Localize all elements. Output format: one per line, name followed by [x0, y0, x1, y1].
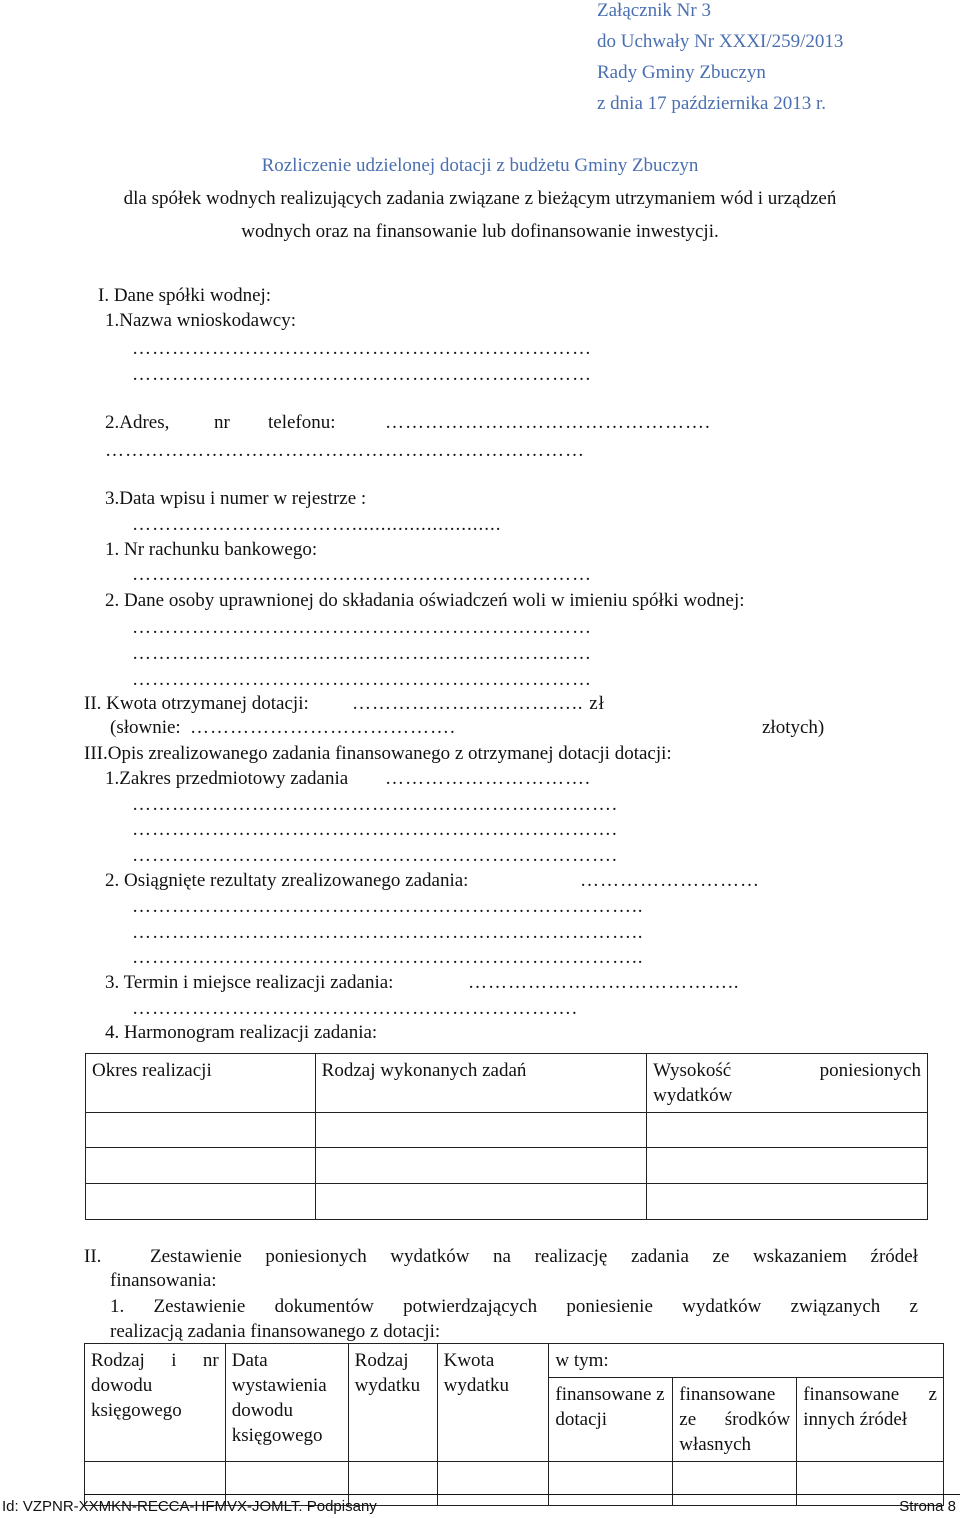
header-expense-type: Rodzaj wydatku	[348, 1344, 437, 1462]
table-row	[85, 1344, 944, 1378]
representative-dots-1: ……………………………………………………………	[132, 617, 592, 638]
cell-period-empty[interactable]	[86, 1113, 316, 1148]
amount-in-words-dots: ………………………………….	[190, 717, 456, 738]
term-place-dots-1: …………………………………..	[468, 972, 740, 993]
cell-expense-empty[interactable]	[647, 1184, 928, 1220]
annex-line-3: Rady Gminy Zbuczyn	[597, 62, 766, 83]
document-subtitle-2: wodnych oraz na finansowanie lub dofinansowanie inwestycji.	[241, 221, 719, 242]
header-document-type: Rodzaj i nr dowodu księgowego	[85, 1344, 226, 1462]
cell-empty[interactable]	[549, 1462, 673, 1506]
header-expenses-word-2: poniesionych	[819, 1060, 921, 1081]
results-label: 2. Osiągnięte rezultaty zrealizowanego zadania:	[105, 870, 469, 891]
cell-task-empty[interactable]	[315, 1148, 647, 1184]
address-label-1: 2.Adres,	[105, 412, 170, 433]
document-title: Rozliczenie udzielonej dotacji z budżetu Gminy Zbuczyn	[261, 155, 699, 176]
cell-task-empty[interactable]	[315, 1184, 647, 1220]
address-label-3: telefonu:	[268, 412, 336, 433]
task-scope-dots-2: ……………………………………………………………….	[132, 794, 618, 815]
cell-period-empty[interactable]	[86, 1184, 316, 1220]
task-scope-dots-1: ………………………….	[385, 768, 591, 789]
results-dots-3: …………………………………………………………………..	[132, 922, 644, 943]
task-scope-dots-4: ……………………………………………………………….	[132, 845, 618, 866]
applicant-name-dots-2: ……………………………………………………………	[132, 364, 592, 385]
documents-table	[84, 1343, 944, 1506]
table-row	[86, 1113, 928, 1148]
documents-subtitle-line-2: realizacją zadania finansowanego z dotacji:	[110, 1321, 441, 1342]
expenses-title-line-2: finansowania:	[110, 1270, 217, 1291]
section-1-title: I. Dane spółki wodnej:	[98, 285, 272, 306]
cell-task-empty[interactable]	[315, 1113, 647, 1148]
expenses-section-title	[110, 1246, 918, 1268]
schedule-label: 4. Harmonogram realizacji zadania:	[105, 1022, 378, 1043]
expenses-section-number: II.	[84, 1246, 102, 1267]
address-dots-1: ………………………………………….	[385, 412, 711, 433]
results-dots-2: …………………………………………………………………..	[132, 896, 644, 917]
cell-expense-empty[interactable]	[647, 1148, 928, 1184]
representative-label: 2. Dane osoby uprawnionej do składania oświadczeń woli w imieniu spółki wodnej:	[105, 590, 745, 611]
representative-dots-2: ……………………………………………………………	[132, 643, 592, 664]
header-issue-date: Data wystawienia dowodu księgowego	[225, 1344, 348, 1462]
address-label-2: nr	[214, 412, 230, 433]
table-row	[86, 1054, 928, 1113]
table-row	[86, 1148, 928, 1184]
results-dots-4: …………………………………………………………………..	[132, 947, 644, 968]
header-expense-amount: Kwota wydatku	[437, 1344, 549, 1462]
term-place-label: 3. Termin i miejsce realizacji zadania:	[105, 972, 394, 993]
table-row	[86, 1184, 928, 1220]
grant-amount-dots: …………………………….. zł	[352, 693, 605, 714]
header-period: Okres realizacji	[86, 1054, 316, 1113]
header-financed-other: finansowane z innych źródeł	[797, 1378, 944, 1462]
term-place-dots-2: ………………………………………………………….	[132, 998, 578, 1019]
header-financed-own: finansowane ze środków własnych	[673, 1378, 797, 1462]
address-dots-2: ………………………………………………………………	[105, 440, 585, 461]
registry-dots: ……………………………..........................	[132, 514, 502, 535]
grant-amount-label: II. Kwota otrzymanej dotacji:	[84, 693, 309, 714]
amount-in-words-label: (słownie:	[110, 717, 181, 738]
amount-in-words-suffix: złotych)	[762, 717, 825, 738]
header-financed-grant: finansowane z dotacji	[549, 1378, 673, 1462]
cell-period-empty[interactable]	[86, 1148, 316, 1184]
document-id: Id: VZPNR-XXMKN-RECCA-HFMVX-JOMLT. Podpisany	[2, 1498, 377, 1515]
schedule-table	[85, 1053, 928, 1220]
task-scope-dots-3: ……………………………………………………………….	[132, 819, 618, 840]
applicant-name-dots-1: ……………………………………………………………	[132, 338, 592, 359]
bank-account-label: 1. Nr rachunku bankowego:	[105, 539, 318, 560]
task-scope-label: 1.Zakres przedmiotowy zadania	[105, 768, 349, 789]
expenses-title-line-1: Zestawienie poniesionych wydatków na realizację zadania ze wskazaniem źródeł	[150, 1246, 918, 1267]
annex-line-2: do Uchwały Nr XXXI/259/2013	[597, 31, 844, 52]
footer-divider	[84, 1494, 960, 1495]
cell-empty[interactable]	[437, 1462, 549, 1506]
header-expenses-word-1: Wysokość	[653, 1060, 732, 1081]
results-dots-1: ………………………	[580, 870, 760, 891]
annex-line-1: Załącznik Nr 3	[597, 0, 711, 21]
cell-empty[interactable]	[673, 1462, 797, 1506]
applicant-name-label: 1.Nazwa wnioskodawcy:	[105, 310, 297, 331]
registry-label: 3.Data wpisu i numer w rejestrze :	[105, 488, 367, 509]
document-subtitle-1: dla spółek wodnych realizujących zadania związane z bieżącym utrzymaniem wód i urządzeń	[123, 188, 837, 209]
header-of-which: w tym:	[549, 1344, 944, 1378]
representative-dots-3: ……………………………………………………………	[132, 669, 592, 690]
bank-account-dots: ……………………………………………………………	[132, 564, 592, 585]
header-expenses-word-3: wydatków	[653, 1085, 733, 1106]
documents-subtitle-line-1: 1. Zestawienie dokumentów potwierdzających poniesienie wydatków związanych z	[110, 1296, 918, 1317]
header-task-type: Rodzaj wykonanych zadań	[315, 1054, 647, 1113]
page-number: Strona 8	[899, 1498, 956, 1515]
header-expenses	[647, 1054, 928, 1113]
annex-line-4: z dnia 17 października 2013 r.	[597, 93, 826, 114]
section-3-title: III.Opis zrealizowanego zadania finansowanego z otrzymanej dotacji dotacji:	[84, 743, 672, 764]
cell-expense-empty[interactable]	[647, 1113, 928, 1148]
